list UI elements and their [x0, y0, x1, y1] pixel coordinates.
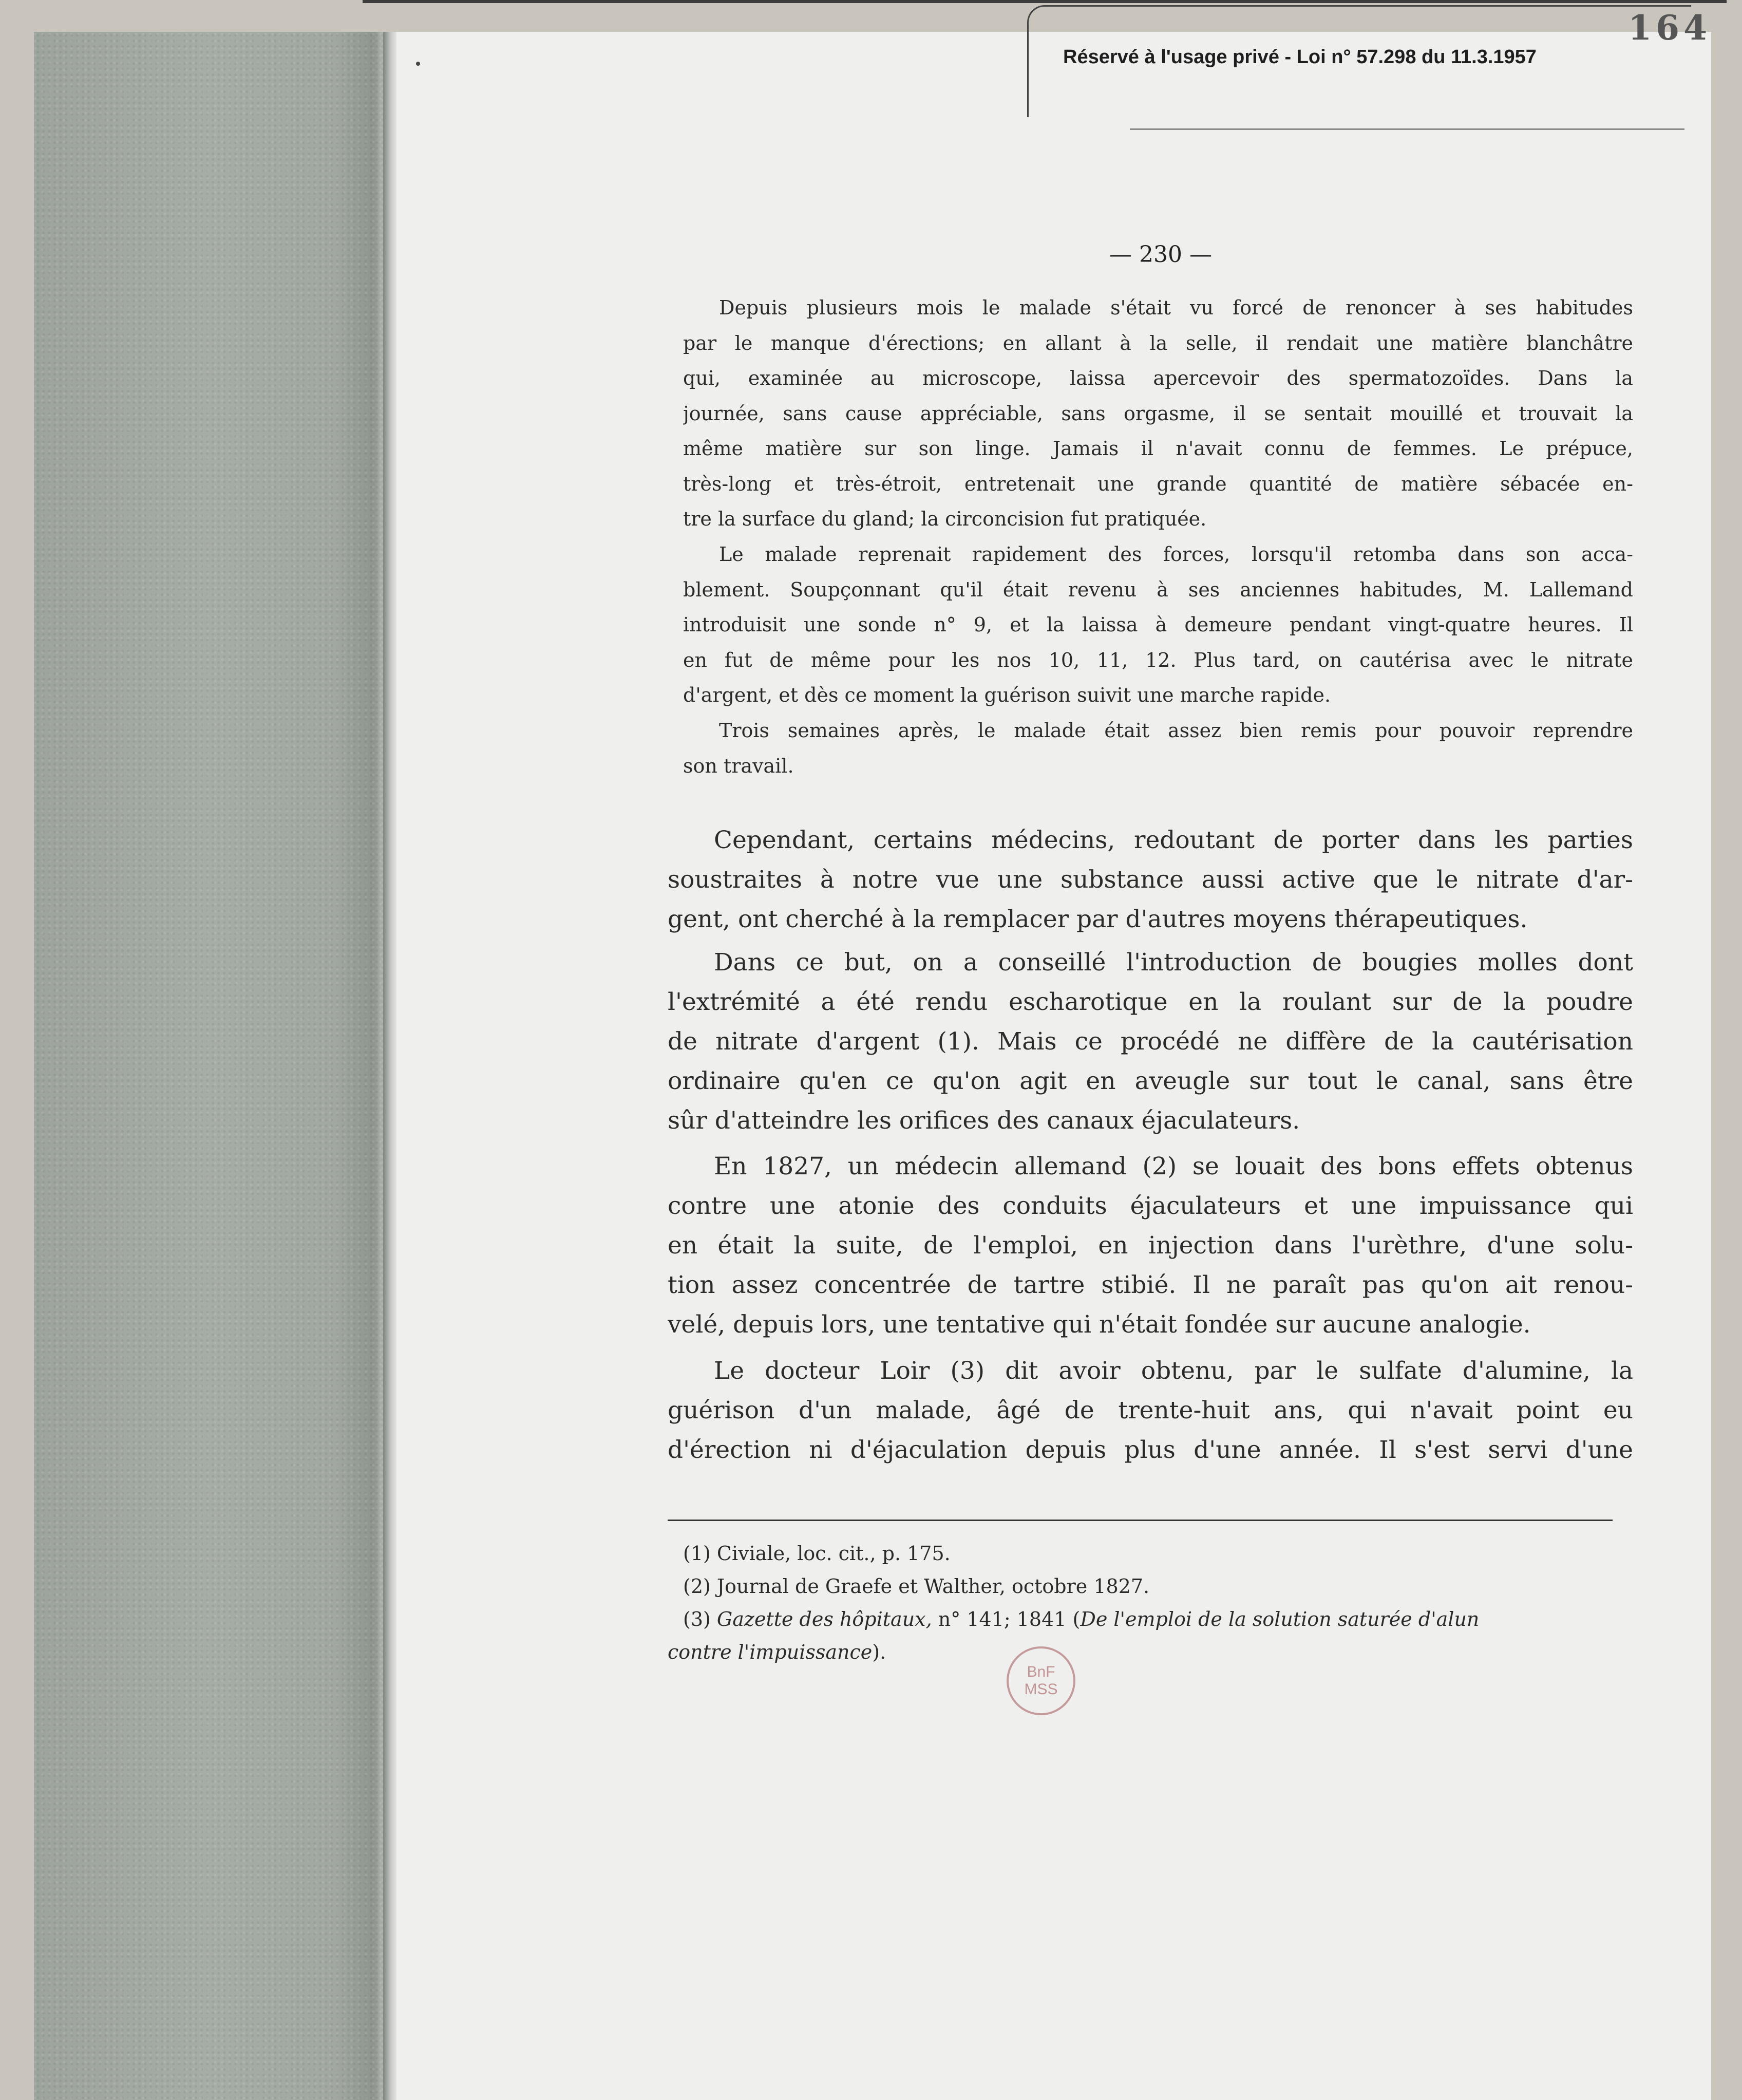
text-line: blement. Soupçonnant qu'il était revenu à ses anciennes habitudes, M. Lallemand: [683, 578, 1633, 601]
footnote-2: (2) Journal de Graefe et Walther, octobre 1827.: [683, 1575, 1150, 1598]
binding-spine: [34, 32, 388, 2100]
text-line: guérison d'un malade, âgé de trente-huit ans, qui n'avait point eu: [668, 1396, 1633, 1424]
body-paragraph-1: [668, 820, 1633, 939]
text-line: qui, examinée au microscope, laissa apercevoir des spermatozoïdes. Dans la: [683, 367, 1633, 389]
text-line: contre une atonie des conduits éjaculateurs et une impuissance qui: [668, 1192, 1633, 1220]
page-number: — 230 —: [1109, 241, 1212, 268]
case-report-paragraph-1: [683, 290, 1633, 537]
stamp-line-1: BnF: [1027, 1663, 1055, 1680]
text-line: en fut de même pour les nos 10, 11, 12. Plus tard, on cautérisa avec le nitrate: [683, 648, 1633, 671]
stamp-line-2: MSS: [1024, 1681, 1058, 1698]
text-line: En 1827, un médecin allemand (2) se louait des bons effets obtenus: [714, 1152, 1633, 1180]
footnote-3-continued: [668, 1636, 1633, 1668]
footnotes: [668, 1537, 1633, 1668]
text-line: tre la surface du gland; la circoncision fut pratiquée.: [683, 508, 1207, 530]
text-line: l'extrémité a été rendu escharotique en la roulant sur de la poudre: [668, 988, 1633, 1016]
text-line: même matière sur son linge. Jamais il n'avait connu de femmes. Le prépuce,: [683, 437, 1633, 460]
stamp-underline: [1130, 128, 1684, 130]
text-line: tion assez concentrée de tartre stibié. Il ne paraît pas qu'on ait renou-: [668, 1271, 1633, 1299]
reserve-notice: Réservé à l'usage privé - Loi n° 57.298 du 11.3.1957: [1063, 46, 1537, 68]
text-line: d'érection ni d'éjaculation depuis plus d'une année. Il s'est servi d'une: [668, 1436, 1633, 1464]
text-line: par le manque d'érections; en allant à la selle, il rendait une matière blanchâtre: [683, 331, 1633, 354]
footnote-3-article-title: De l'emploi de la solution saturée d'alun: [1080, 1608, 1480, 1630]
text-line: Cependant, certains médecins, redoutant de porter dans les parties: [714, 826, 1633, 854]
footnote-3: [668, 1603, 1633, 1636]
footnote-3-number: (3): [683, 1608, 711, 1630]
text-line: en était la suite, de l'emploi, en injection dans l'urèthre, d'une solu-: [668, 1231, 1633, 1260]
text-line: son travail.: [683, 754, 794, 777]
text-line: sûr d'atteindre les orifices des canaux éjaculateurs.: [668, 1107, 1300, 1135]
body-paragraph-4: [668, 1351, 1633, 1470]
case-report-paragraph-2: [683, 537, 1633, 713]
bnf-library-stamp: [1007, 1646, 1075, 1715]
text-line: Le docteur Loir (3) dit avoir obtenu, par le sulfate d'alumine, la: [714, 1357, 1633, 1385]
footnote-1: (1) Civiale, loc. cit., p. 175.: [683, 1542, 951, 1565]
spine-edge: [383, 32, 396, 2100]
footnote-3-reference: n° 141; 1841 (: [938, 1608, 1081, 1630]
footnote-rule: [668, 1520, 1613, 1521]
text-line: d'argent, et dès ce moment la guérison suivit une marche rapide.: [683, 684, 1331, 706]
text-line: Dans ce but, on a conseillé l'introduction de bougies molles dont: [714, 948, 1633, 977]
text-line: Depuis plusieurs mois le malade s'était vu forcé de renoncer à ses habitudes: [719, 296, 1633, 319]
text-line: de nitrate d'argent (1). Mais ce procédé ne diffère de la cautérisation: [668, 1027, 1633, 1056]
text-line: soustraites à notre vue une substance aussi active que le nitrate d'ar-: [668, 866, 1633, 894]
top-rule: [363, 0, 1727, 3]
text-line: velé, depuis lors, une tentative qui n'était fondée sur aucune analogie.: [668, 1310, 1531, 1339]
footnote-3-close: ).: [872, 1641, 886, 1663]
text-line: Trois semaines après, le malade était assez bien remis pour pouvoir reprendre: [719, 719, 1633, 742]
folio-number: 164: [1628, 8, 1711, 48]
footnote-3-article-title-end: contre l'impuissance: [668, 1641, 873, 1663]
body-paragraph-2: [668, 943, 1633, 1140]
scan-speck: [416, 62, 420, 66]
text-line: Le malade reprenait rapidement des forces, lorsqu'il retomba dans son acca-: [719, 543, 1633, 566]
text-line: très-long et très-étroit, entretenait une grande quantité de matière sébacée en-: [683, 472, 1633, 495]
footnote-3-journal: Gazette des hôpitaux,: [716, 1608, 932, 1630]
text-line: ordinaire qu'en ce qu'on agit en aveugle sur tout le canal, sans être: [668, 1067, 1633, 1095]
text-line: introduisit une sonde n° 9, et la laissa à demeure pendant vingt-quatre heures. Il: [683, 613, 1633, 636]
case-report-paragraph-3: [683, 713, 1633, 783]
text-line: journée, sans cause appréciable, sans orgasme, il se sentait mouillé et trouvait la: [683, 402, 1633, 425]
text-line: gent, ont cherché à la remplacer par d'autres moyens thérapeutiques.: [668, 905, 1528, 933]
body-paragraph-3: [668, 1147, 1633, 1344]
